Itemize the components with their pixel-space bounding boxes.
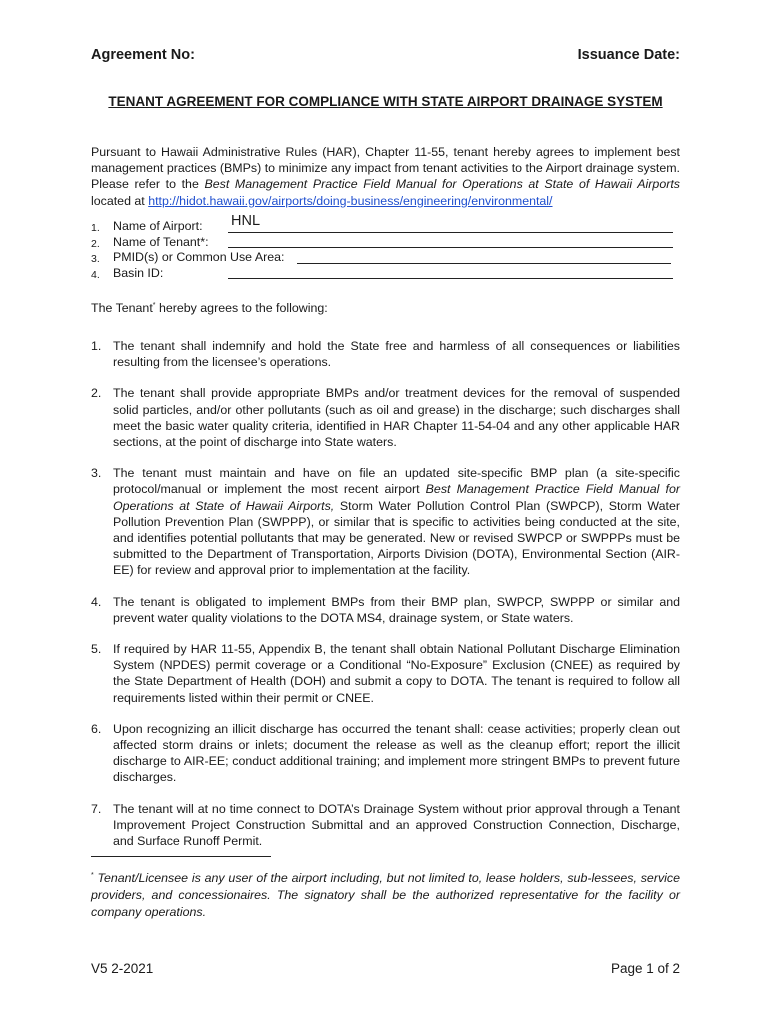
list-item xyxy=(91,801,680,850)
item-number: 6. xyxy=(91,721,102,736)
field-label: Name of Airport: xyxy=(113,219,203,233)
footnote xyxy=(91,867,680,921)
field-tenant xyxy=(91,234,680,250)
item-text: Upon recognizing an illicit discharge has occurred the tenant shall: cease activities; properly clean out affected storm drains or inlets; document the release as well as the cleanup effort; report the illicit discharge to AIR-EE; conduct additional training; and implement more stringent BMPs to prevent future discharges. xyxy=(113,721,680,785)
footnote-divider xyxy=(91,856,271,857)
field-label: PMID(s) or Common Use Area: xyxy=(113,250,285,264)
item-text: The tenant will at no time connect to DOTA’s Drainage System without prior approval through a Tenant Improvement Project Construction Submittal and an approved Construction Connection, Discharge, and Surface Runoff Permit. xyxy=(113,801,680,849)
list-item xyxy=(91,641,680,706)
tenant-input-line[interactable] xyxy=(228,247,673,248)
environmental-link[interactable]: http://hidot.hawaii.gov/airports/doing-business/engineering/environmental/ xyxy=(148,193,553,208)
item-number: 1. xyxy=(91,339,102,353)
agree-text-rest: hereby agrees to the following: xyxy=(155,301,328,316)
item-text: The tenant shall indemnify and hold the State free and harmless of all consequences or liabilities resulting from the licensee’s operations. xyxy=(113,339,680,370)
field-number: 3. xyxy=(91,253,100,265)
field-pmid xyxy=(91,249,680,265)
airport-input-line[interactable] xyxy=(228,232,673,233)
list-item xyxy=(91,594,680,626)
page-number: Page 1 of 2 xyxy=(610,961,680,976)
pmid-input-line[interactable] xyxy=(297,263,671,264)
field-label: Basin ID: xyxy=(113,265,164,280)
list-item xyxy=(91,721,680,786)
agreement-items xyxy=(91,338,680,864)
field-label: Name of Tenant*: xyxy=(113,234,209,249)
item-number: 5. xyxy=(91,642,102,657)
agreement-intro xyxy=(91,298,328,316)
field-airport xyxy=(91,213,680,234)
field-number: 1. xyxy=(91,222,100,234)
footnote-marker: * xyxy=(91,872,94,879)
list-item xyxy=(91,338,680,370)
agreement-number-label: Agreement No: xyxy=(91,47,195,63)
field-basin xyxy=(91,265,680,281)
item-number: 7. xyxy=(91,801,102,816)
intro-paragraph xyxy=(91,144,680,209)
list-item xyxy=(91,465,680,578)
item-manual-title: Best Management Practice Field Manual for Operations at State of Hawaii Airports, xyxy=(113,482,680,513)
field-number: 2. xyxy=(91,237,100,250)
intro-text: Pursuant to Hawaii Administrative Rules (HAR), Chapter 11-55, tenant hereby agrees to implement best management practices (BMPs) to minimize any impact from tenant activities to the Airport drainage system. Please refer to the xyxy=(91,145,680,192)
airport-value: HNL xyxy=(231,213,261,229)
issuance-date-label: Issuance Date: xyxy=(577,47,680,63)
footnote-text: Tenant/Licensee is any user of the airport including, but not limited to, lease holders, sub-lessees, service providers, and concessionaires. The signatory shall be the authorized representative for the facility or company operations. xyxy=(91,871,680,920)
basin-input-line[interactable] xyxy=(228,278,673,279)
intro-located: located at xyxy=(91,193,149,208)
item-text-rest: Storm Water Pollution Control Plan (SWPCP), Storm Water Pollution Prevention Plan (SWPPP), or similar that is specific to activities being conducted at the site, and identifies potential pollutants that may be generated. New or revised SWPCP or SWPPPs must be submitted to the Department of Transportation, Airports Division (DOTA), Environmental Section (AIR-EE) for review and approval prior to implementation at the facility. xyxy=(113,498,680,578)
item-text: The tenant is obligated to implement BMPs from their BMP plan, SWPCP, SWPPP or similar and prevent water quality violations to the DOTA MS4, drainage system, or State waters. xyxy=(113,594,680,625)
field-list xyxy=(91,213,680,281)
item-text: The tenant must maintain and have on file an updated site-specific BMP plan (a site-specific protocol/manual or implement the most recent airport xyxy=(113,466,680,497)
manual-title: Best Management Practice Field Manual for Operations at State of Hawaii Airports xyxy=(204,177,680,192)
item-number: 4. xyxy=(91,594,102,609)
version-label: V5 2-2021 xyxy=(91,961,154,976)
list-item xyxy=(91,385,680,450)
item-number: 3. xyxy=(91,466,102,481)
item-text: If required by HAR 11-55, Appendix B, the tenant shall obtain National Pollutant Discharge Elimination System (NPDES) permit coverage or a Conditional “No-Exposure” Exclusion (CNEE) as required by the State Department of Health (DOH) and submit a copy to DOTA. The tenant is required to follow all requirements listed within their permit or CNEE. xyxy=(113,642,680,705)
footnote-marker: * xyxy=(152,302,156,309)
item-number: 2. xyxy=(91,386,102,401)
document-title: TENANT AGREEMENT FOR COMPLIANCE WITH STATE AIRPORT DRAINAGE SYSTEM xyxy=(108,94,663,109)
field-number: 4. xyxy=(91,268,100,281)
agree-text: The Tenant xyxy=(91,301,153,316)
item-text: The tenant shall provide appropriate BMPs and/or treatment devices for the removal of suspended solid particles, and/or other pollutants (such as oil and grease) in the discharge; such discharges shall meet the basic water quality criteria, identified in HAR Chapter 11-54-04 and any other applicable HAR sections, at the point of discharge into State waters. xyxy=(113,386,680,450)
